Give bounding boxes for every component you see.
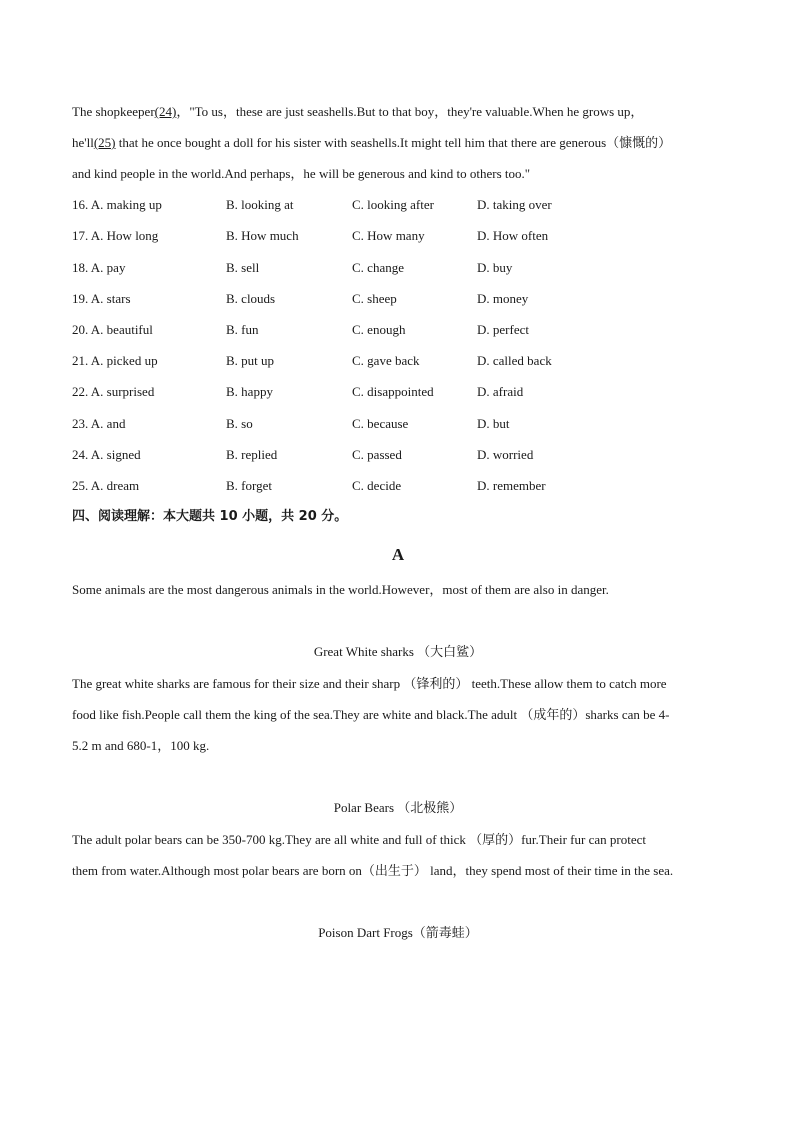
question-24 <box>72 447 724 463</box>
bears-line-1: The adult polar bears can be 350-700 kg.They are all white and full of thick （厚的）fur.Their fur can protect <box>72 832 646 847</box>
option-c: C. looking after <box>352 197 434 212</box>
question-17 <box>72 228 724 244</box>
passage-text: that he once bought a doll for his sister with seashells.It might tell him that there are generous（慷慨的） <box>115 135 672 150</box>
section-heading: 四、阅读理解：本大题共 10 小题，共 20 分。 <box>72 509 348 524</box>
bears-line-2: them from water.Although most polar bears are born on（出生于） land，they spend most of their time in the sea. <box>72 863 674 878</box>
question-20 <box>72 322 724 338</box>
option-c: C. passed <box>352 447 402 462</box>
question-19 <box>72 291 724 307</box>
question-23 <box>72 416 724 432</box>
passage-intro: Some animals are the most dangerous animals in the world.However，most of them are also in danger. <box>72 582 609 597</box>
passage-line-2 <box>72 135 671 151</box>
option-c: C. because <box>352 416 409 431</box>
passage-text: ，"To us，these are just seashells.But to that boy，they're valuable.When he grows up， <box>176 104 644 119</box>
option-d: D. money <box>477 291 529 306</box>
option-a: 22. A. surprised <box>72 384 155 399</box>
option-d: D. buy <box>477 260 513 275</box>
passage-text: The shopkeeper <box>72 104 155 119</box>
option-b: B. How much <box>226 228 299 243</box>
option-b: B. sell <box>226 260 260 275</box>
option-d: D. afraid <box>477 384 524 399</box>
option-c: C. decide <box>352 478 402 493</box>
option-a: 17. A. How long <box>72 228 159 243</box>
blank-24: (24) <box>154 104 177 119</box>
passage-text: he'll <box>72 135 94 150</box>
option-d: D. perfect <box>477 322 529 337</box>
passage-line-1 <box>72 104 643 120</box>
option-d: D. taking over <box>477 197 552 212</box>
option-d: D. but <box>477 416 510 431</box>
option-a: 20. A. beautiful <box>72 322 153 337</box>
option-b: B. put up <box>226 353 275 368</box>
option-b: B. replied <box>226 447 278 462</box>
option-a: 21. A. picked up <box>72 353 158 368</box>
passage-line-3: and kind people in the world.And perhaps，he will be generous and kind to others too." <box>72 166 531 181</box>
option-b: B. fun <box>226 322 259 337</box>
option-c: C. enough <box>352 322 406 337</box>
subsection-title-frogs: Poison Dart Frogs（箭毒蛙） <box>318 925 478 940</box>
question-22 <box>72 384 724 400</box>
subsection-title-sharks: Great White sharks （大白鲨） <box>313 644 483 659</box>
question-21 <box>72 353 724 369</box>
question-18 <box>72 260 724 276</box>
option-a: 25. A. dream <box>72 478 140 493</box>
sharks-line-3: 5.2 m and 680-1，100 kg. <box>72 738 210 753</box>
blank-25: (25) <box>93 135 116 150</box>
option-b: B. clouds <box>226 291 276 306</box>
option-c: C. change <box>352 260 404 275</box>
option-b: B. looking at <box>226 197 294 212</box>
option-a: 23. A. and <box>72 416 126 431</box>
option-d: D. called back <box>477 353 552 368</box>
option-c: C. gave back <box>352 353 420 368</box>
option-c: C. sheep <box>352 291 397 306</box>
option-d: D. worried <box>477 447 534 462</box>
option-b: B. forget <box>226 478 272 493</box>
passage-title: A <box>391 545 405 564</box>
option-b: B. so <box>226 416 253 431</box>
option-a: 24. A. signed <box>72 447 141 462</box>
option-c: C. disappointed <box>352 384 434 399</box>
sharks-line-1: The great white sharks are famous for their size and their sharp （锋利的） teeth.These allow them to catch more <box>72 676 667 691</box>
subsection-title-bears: Polar Bears （北极熊） <box>333 800 463 815</box>
option-c: C. How many <box>352 228 425 243</box>
option-a: 19. A. stars <box>72 291 131 306</box>
option-b: B. happy <box>226 384 273 399</box>
option-a: 18. A. pay <box>72 260 126 275</box>
option-a: 16. A. making up <box>72 197 162 212</box>
option-d: D. remember <box>477 478 546 493</box>
sharks-line-2: food like fish.People call them the king of the sea.They are white and black.The adult （成年的）sharks can be 4- <box>72 707 670 722</box>
option-d: D. How often <box>477 228 549 243</box>
question-16 <box>72 197 724 213</box>
question-25 <box>72 478 724 494</box>
